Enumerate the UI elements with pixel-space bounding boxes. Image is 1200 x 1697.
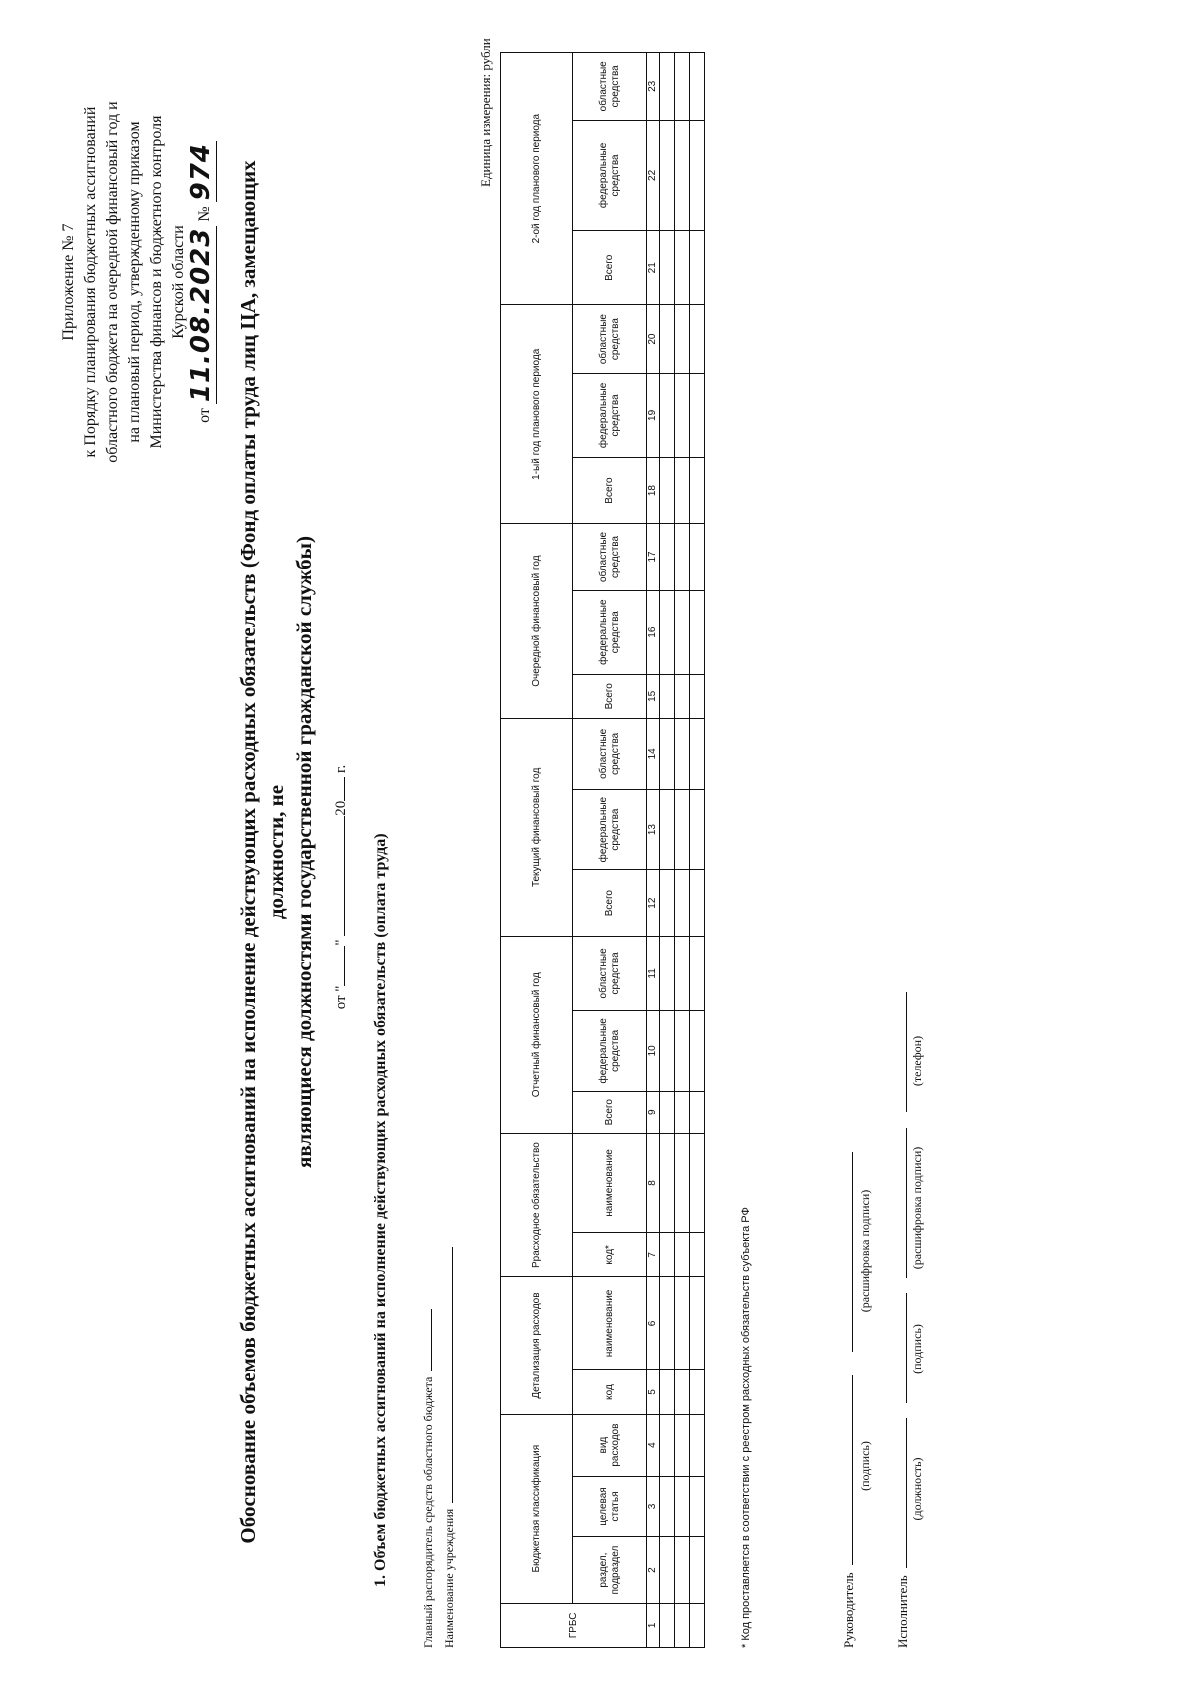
- col-regional: областные средства: [573, 936, 647, 1010]
- appendix-line: к Порядку планирования бюджетных ассигнований: [82, 106, 99, 458]
- head-signature-decode-line[interactable]: [838, 1152, 853, 1352]
- table-cell[interactable]: [660, 1537, 675, 1603]
- table-cell[interactable]: [675, 1414, 690, 1476]
- column-number-row: [647, 53, 660, 1648]
- appendix-line: Курской области: [170, 225, 187, 339]
- column-number: 20: [647, 305, 660, 374]
- order-date-handwritten: 11.08.2023: [186, 227, 216, 403]
- column-number: 7: [647, 1233, 660, 1277]
- table-cell[interactable]: [690, 305, 705, 374]
- table-cell[interactable]: [690, 524, 705, 590]
- order-number-handwritten: 974: [186, 143, 216, 201]
- order-from-label: от: [196, 408, 213, 423]
- footnote: * Код проставляется в соответствии с реестром расходных обязательств субъекта РФ: [740, 1207, 752, 1648]
- head-signature-line[interactable]: [838, 1375, 853, 1565]
- institution-input[interactable]: [441, 1247, 453, 1503]
- table-cell[interactable]: [690, 1476, 705, 1537]
- table-cell[interactable]: [660, 1414, 675, 1476]
- col-section-subsection: раздел, подраздел: [573, 1537, 647, 1603]
- day-blank[interactable]: [330, 946, 345, 986]
- col-grbs: ГРБС: [501, 1603, 647, 1647]
- table-cell[interactable]: [660, 936, 675, 1010]
- col-total: Всего: [573, 674, 647, 718]
- order-number-sign: №: [196, 206, 213, 222]
- head-signature-row: [838, 1152, 857, 1648]
- table-cell[interactable]: [675, 1537, 690, 1603]
- column-number: 4: [647, 1414, 660, 1476]
- table-cell[interactable]: [675, 936, 690, 1010]
- table-cell[interactable]: [690, 1091, 705, 1133]
- table-cell[interactable]: [660, 524, 675, 590]
- year-blank[interactable]: [330, 777, 345, 801]
- executor-phone-caption: (телефон): [910, 1035, 924, 1087]
- table-cell[interactable]: [690, 718, 705, 789]
- table-cell[interactable]: [690, 590, 705, 674]
- table-cell[interactable]: [675, 1010, 690, 1091]
- order-line: [186, 47, 216, 517]
- table-header-row: [501, 53, 573, 1648]
- col-federal: федеральные средства: [573, 373, 647, 457]
- table-cell[interactable]: [675, 789, 690, 870]
- institution-field: [441, 1247, 457, 1648]
- col-obligation-name: наименование: [573, 1133, 647, 1233]
- col-plan-year-2: 2-ой год планового периода: [501, 53, 573, 305]
- col-total: Всего: [573, 870, 647, 936]
- column-number: 11: [647, 936, 660, 1010]
- table-subheader-row: [573, 53, 647, 1648]
- table-cell[interactable]: [675, 1603, 690, 1647]
- column-number: 14: [647, 718, 660, 789]
- column-number: 13: [647, 789, 660, 870]
- head-signature-caption: (подпись): [858, 1441, 872, 1491]
- col-regional: областные средства: [573, 524, 647, 590]
- appropriations-table: [500, 52, 705, 1648]
- table-cell[interactable]: [675, 1277, 690, 1370]
- main-manager-field: [420, 1309, 436, 1648]
- table-cell[interactable]: [660, 305, 675, 374]
- col-next-year: Очередной финансовый год: [501, 524, 573, 719]
- date-line: [330, 637, 350, 1137]
- table-cell[interactable]: [675, 1133, 690, 1233]
- column-number: 8: [647, 1133, 660, 1233]
- executor-position-line[interactable]: [892, 1418, 907, 1568]
- table-cell[interactable]: [675, 1476, 690, 1537]
- title-line-2: являющиеся должностями государственной гражданской службы): [292, 536, 316, 1168]
- table-cell[interactable]: [660, 373, 675, 457]
- table-cell[interactable]: [660, 53, 675, 121]
- col-target-article: целевая статья: [573, 1476, 647, 1537]
- column-number: 16: [647, 590, 660, 674]
- col-detail-name: наименование: [573, 1277, 647, 1370]
- table-cell[interactable]: [675, 870, 690, 936]
- col-current-year: Текущий финансовый год: [501, 718, 573, 936]
- table-cell[interactable]: [690, 789, 705, 870]
- table-cell[interactable]: [690, 1537, 705, 1603]
- col-obligation: Ррасходное обязательство: [501, 1133, 573, 1277]
- table-cell[interactable]: [675, 373, 690, 457]
- table-cell[interactable]: [690, 870, 705, 936]
- table-cell[interactable]: [675, 524, 690, 590]
- col-detail-code: код: [573, 1370, 647, 1414]
- document-title: [234, 117, 318, 1587]
- column-number: 10: [647, 1010, 660, 1091]
- table-cell[interactable]: [660, 120, 675, 231]
- column-number: 1: [647, 1603, 660, 1647]
- appendix-line: Министерства финансов и бюджетного контроля: [148, 115, 165, 449]
- table-cell[interactable]: [690, 120, 705, 231]
- table-cell[interactable]: [675, 1233, 690, 1277]
- appendix-line: на плановый период, утвержденному приказом: [126, 121, 143, 443]
- main-manager-label: Главный распорядитель средств областного бюджета: [421, 1376, 435, 1648]
- column-number: 9: [647, 1091, 660, 1133]
- col-total: Всего: [573, 231, 647, 305]
- table-cell[interactable]: [675, 1370, 690, 1414]
- table-cell[interactable]: [690, 1233, 705, 1277]
- col-reporting-year: Отчетный финансовый год: [501, 936, 573, 1133]
- table-cell[interactable]: [690, 1603, 705, 1647]
- table-cell[interactable]: [690, 231, 705, 305]
- table-cell[interactable]: [660, 718, 675, 789]
- table-cell[interactable]: [660, 1370, 675, 1414]
- table-cell[interactable]: [690, 936, 705, 1010]
- table-cell[interactable]: [675, 718, 690, 789]
- table-cell[interactable]: [675, 231, 690, 305]
- table-cell[interactable]: [660, 674, 675, 718]
- appendix-line: областного бюджета на очередной финансовый год и: [104, 101, 121, 463]
- executor-position-caption: (должность): [910, 1457, 924, 1521]
- table-cell[interactable]: [660, 789, 675, 870]
- table-cell[interactable]: [660, 1091, 675, 1133]
- table-cell[interactable]: [690, 1277, 705, 1370]
- col-budget-classification: Бюджетная классификация: [501, 1414, 573, 1603]
- col-regional: областные средства: [573, 305, 647, 374]
- column-number: 2: [647, 1537, 660, 1603]
- col-federal: федеральные средства: [573, 789, 647, 870]
- month-blank[interactable]: [330, 816, 345, 936]
- table-cell[interactable]: [660, 1476, 675, 1537]
- table-cell[interactable]: [690, 373, 705, 457]
- year-prefix: 20: [333, 800, 349, 816]
- table-cell[interactable]: [660, 1277, 675, 1370]
- main-manager-input[interactable]: [420, 1309, 432, 1371]
- table-cell[interactable]: [690, 1370, 705, 1414]
- col-regional: областные средства: [573, 718, 647, 789]
- col-federal: федеральные средства: [573, 590, 647, 674]
- column-number: 19: [647, 373, 660, 457]
- table-cell[interactable]: [660, 1233, 675, 1277]
- column-number: 18: [647, 457, 660, 523]
- executor-label: Исполнитель: [895, 1575, 910, 1648]
- column-number: 3: [647, 1476, 660, 1537]
- executor-signature-row: [892, 992, 911, 1648]
- column-number: 17: [647, 524, 660, 590]
- table-cell[interactable]: [660, 1603, 675, 1647]
- year-suffix: г.: [333, 764, 349, 773]
- table-cell[interactable]: [690, 1414, 705, 1476]
- table-cell[interactable]: [660, 231, 675, 305]
- table-cell[interactable]: [690, 674, 705, 718]
- col-federal: федеральные средства: [573, 120, 647, 231]
- table-cell[interactable]: [675, 1091, 690, 1133]
- col-expense-detail: Детализация расходов: [501, 1277, 573, 1414]
- appendix-block: [58, 47, 216, 517]
- table-row: [660, 53, 675, 1648]
- table-cell[interactable]: [675, 674, 690, 718]
- table-cell[interactable]: [660, 1133, 675, 1233]
- col-federal: федеральные средства: [573, 1010, 647, 1091]
- title-line-1: Обоснование объемов бюджетных ассигнований на исполнение действующих расходных обязательств (Фонд оплаты труда лиц ЦА, замещающих должности, не: [236, 160, 288, 1544]
- table-cell[interactable]: [660, 870, 675, 936]
- section-title: 1. Объем бюджетных ассигнований на исполнение действующих расходных обязательств (оплата труда): [372, 833, 389, 1587]
- date-from-label: от ": [333, 985, 349, 1010]
- table-cell[interactable]: [675, 305, 690, 374]
- column-number: 22: [647, 120, 660, 231]
- column-number: 21: [647, 231, 660, 305]
- table-cell[interactable]: [675, 120, 690, 231]
- executor-decode-caption: (расшифровка подписи): [910, 1146, 924, 1270]
- col-regional: областные средства: [573, 53, 647, 121]
- table-cell[interactable]: [690, 53, 705, 121]
- column-number: 6: [647, 1277, 660, 1370]
- table-cell[interactable]: [660, 1010, 675, 1091]
- table-cell[interactable]: [690, 457, 705, 523]
- table-cell[interactable]: [660, 457, 675, 523]
- col-plan-year-1: 1-ый год планового периода: [501, 305, 573, 524]
- column-number: 23: [647, 53, 660, 121]
- institution-label: Наименование учреждения: [442, 1508, 456, 1648]
- table-cell[interactable]: [690, 1010, 705, 1091]
- table-cell[interactable]: [675, 457, 690, 523]
- col-expense-type: вид расходов: [573, 1414, 647, 1476]
- table-cell[interactable]: [675, 53, 690, 121]
- table-cell[interactable]: [675, 590, 690, 674]
- date-quote: ": [333, 939, 349, 946]
- table-row: [675, 53, 690, 1648]
- executor-phone-line[interactable]: [892, 992, 907, 1112]
- col-obligation-code: код*: [573, 1233, 647, 1277]
- executor-decode-line[interactable]: [892, 1128, 907, 1278]
- table-cell[interactable]: [690, 1133, 705, 1233]
- table-row: [690, 53, 705, 1648]
- appendix-number: Приложение № 7: [60, 223, 77, 341]
- col-total: Всего: [573, 457, 647, 523]
- head-decode-caption: (расшифровка подписи): [858, 1189, 872, 1313]
- units-label: Единица измерения: рубли: [478, 38, 493, 187]
- column-number: 12: [647, 870, 660, 936]
- executor-signature-caption: (подпись): [910, 1324, 924, 1374]
- column-number: 5: [647, 1370, 660, 1414]
- head-label: Руководитель: [841, 1572, 856, 1648]
- executor-signature-line[interactable]: [892, 1293, 907, 1403]
- column-number: 15: [647, 674, 660, 718]
- col-total: Всего: [573, 1091, 647, 1133]
- table-cell[interactable]: [660, 590, 675, 674]
